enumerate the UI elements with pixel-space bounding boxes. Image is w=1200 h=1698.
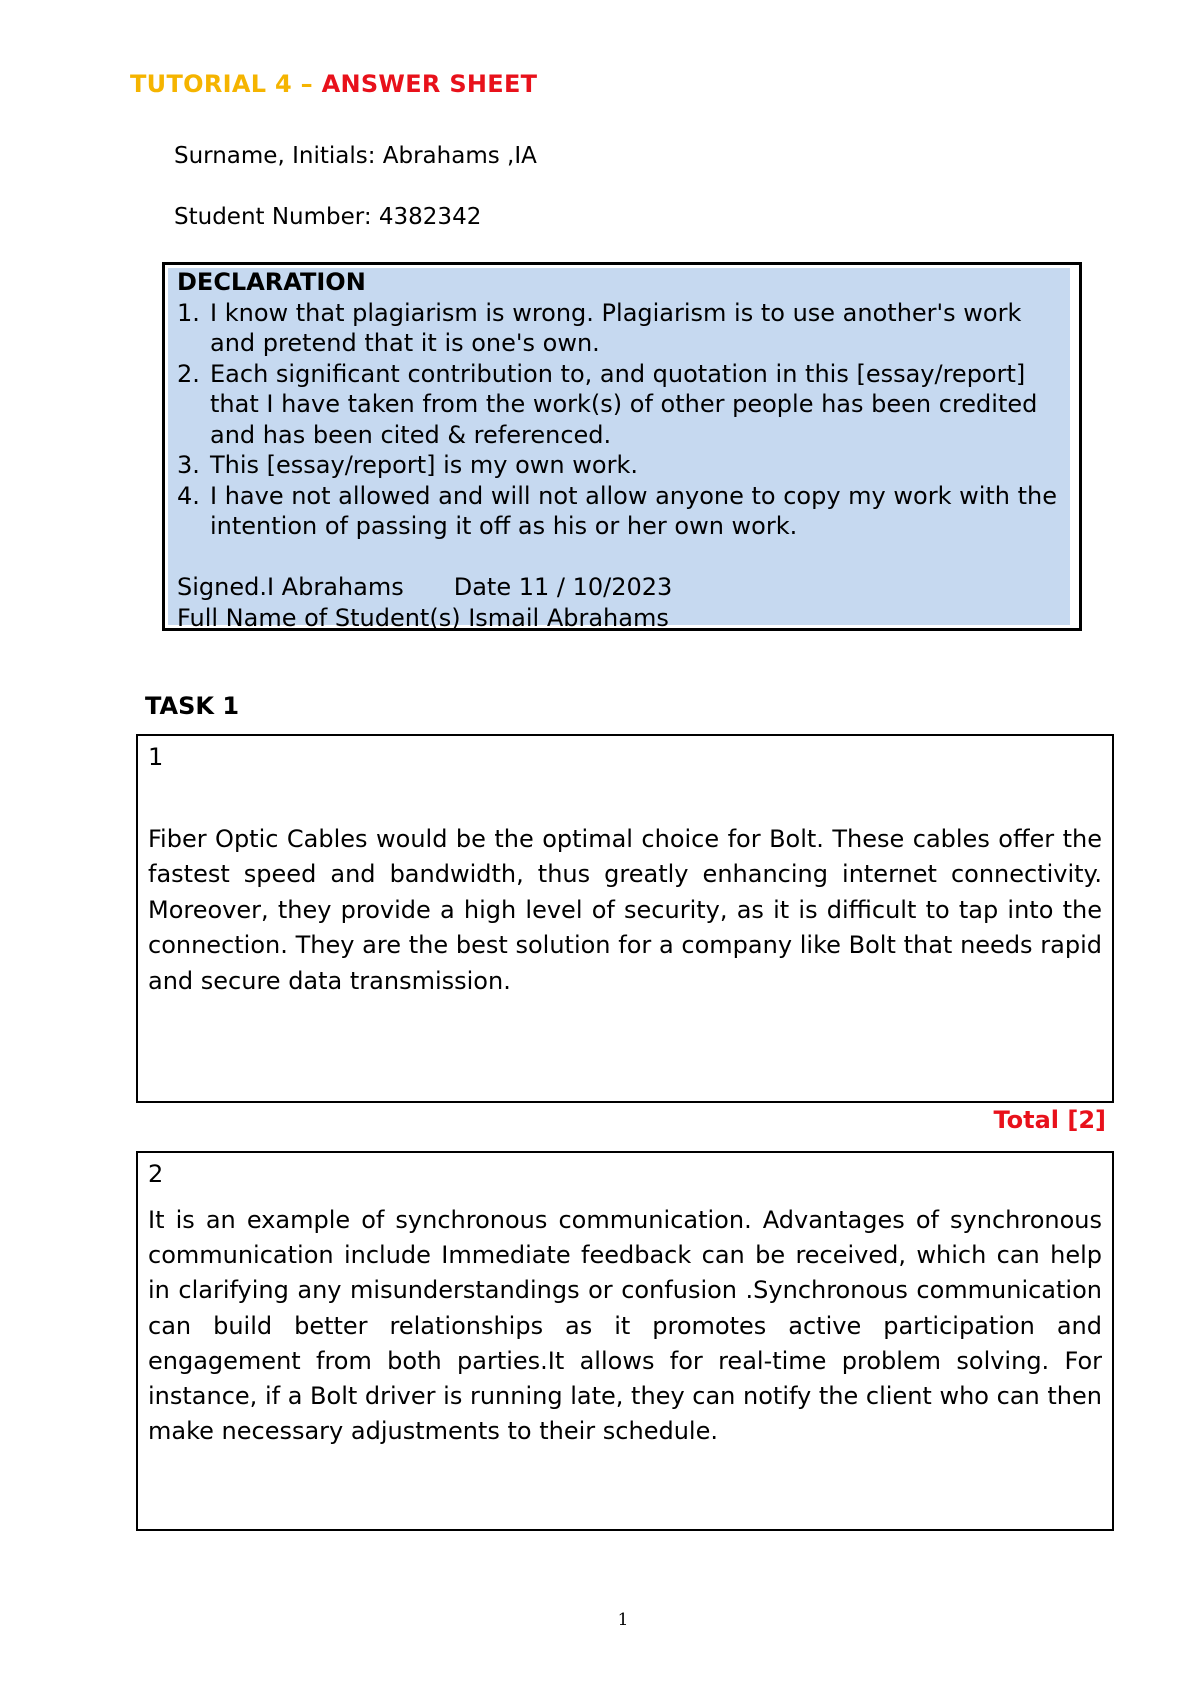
declaration-item-number: 3. — [177, 451, 200, 479]
answer-text: Fiber Optic Cables would be the optimal choice for Bolt. These cables offer the fastest speed and bandwidth, thus greatly enhancing internet connectivity. Moreover, they provide a high level of security, as it is difficult to tap into the connection. They are the best solution for a company like Bolt that needs rapid and secure data transmission. — [148, 825, 1102, 995]
declaration-heading: DECLARATION — [177, 268, 366, 296]
declaration-item-text: Each significant contribution to, and quotation in this [essay/report] that I have taken from the work(s) of other people has been credited and has been cited & referenced. — [210, 359, 1038, 449]
declaration-content — [177, 267, 1071, 633]
declaration-item-number: 4. — [177, 481, 200, 510]
declaration-item — [177, 359, 1071, 451]
declaration-item-number: 1. — [177, 298, 200, 327]
declaration-item — [177, 298, 1071, 359]
answer-number: 1 — [148, 743, 164, 771]
date-text: Date 11 / 10/2023 — [453, 573, 673, 601]
declaration-item — [177, 481, 1071, 542]
title-tutorial: TUTORIAL 4 – — [130, 70, 322, 98]
signature-line — [177, 572, 1071, 603]
declaration-spacer — [177, 542, 1071, 573]
answer-box-2 — [136, 1151, 1114, 1531]
page-number: 1 — [617, 1610, 629, 1630]
task-1-heading: TASK 1 — [145, 692, 240, 720]
declaration-item — [177, 450, 1071, 481]
answer-box-1 — [136, 734, 1114, 1103]
declaration-item-text: I know that plagiarism is wrong. Plagiarism is to use another's work and pretend that it is one's own. — [210, 298, 1022, 357]
declaration-item-number: 2. — [177, 359, 200, 388]
full-name-line: Full Name of Student(s) Ismail Abrahams — [177, 603, 669, 632]
student-number-line: Student Number: 4382342 — [174, 204, 482, 230]
signed-text: Signed.I Abrahams — [177, 573, 404, 601]
total-marks: Total [2] — [993, 1106, 1106, 1134]
answer-text: It is an example of synchronous communication. Advantages of synchronous communication include Immediate feedback can be received, which can help in clarifying any misunderstandings or confusion .Synchronous communication can build better relationships as it promotes active participation and engagement from both parties.It allows for real-time problem solving. For instance, if a Bolt driver is running late, they can notify the client who can then make necessary adjustments to their schedule. — [148, 1206, 1102, 1446]
declaration-item-text: This [essay/report] is my own work. — [210, 451, 638, 479]
surname-initials-line: Surname, Initials: Abrahams ,IA — [174, 143, 537, 169]
page-title — [130, 70, 537, 98]
declaration-box — [162, 262, 1082, 631]
title-answer-sheet: ANSWER SHEET — [321, 70, 538, 98]
declaration-item-text: I have not allowed and will not allow anyone to copy my work with the intention of passing it off as his or her own work. — [210, 481, 1058, 540]
answer-number: 2 — [148, 1160, 164, 1188]
